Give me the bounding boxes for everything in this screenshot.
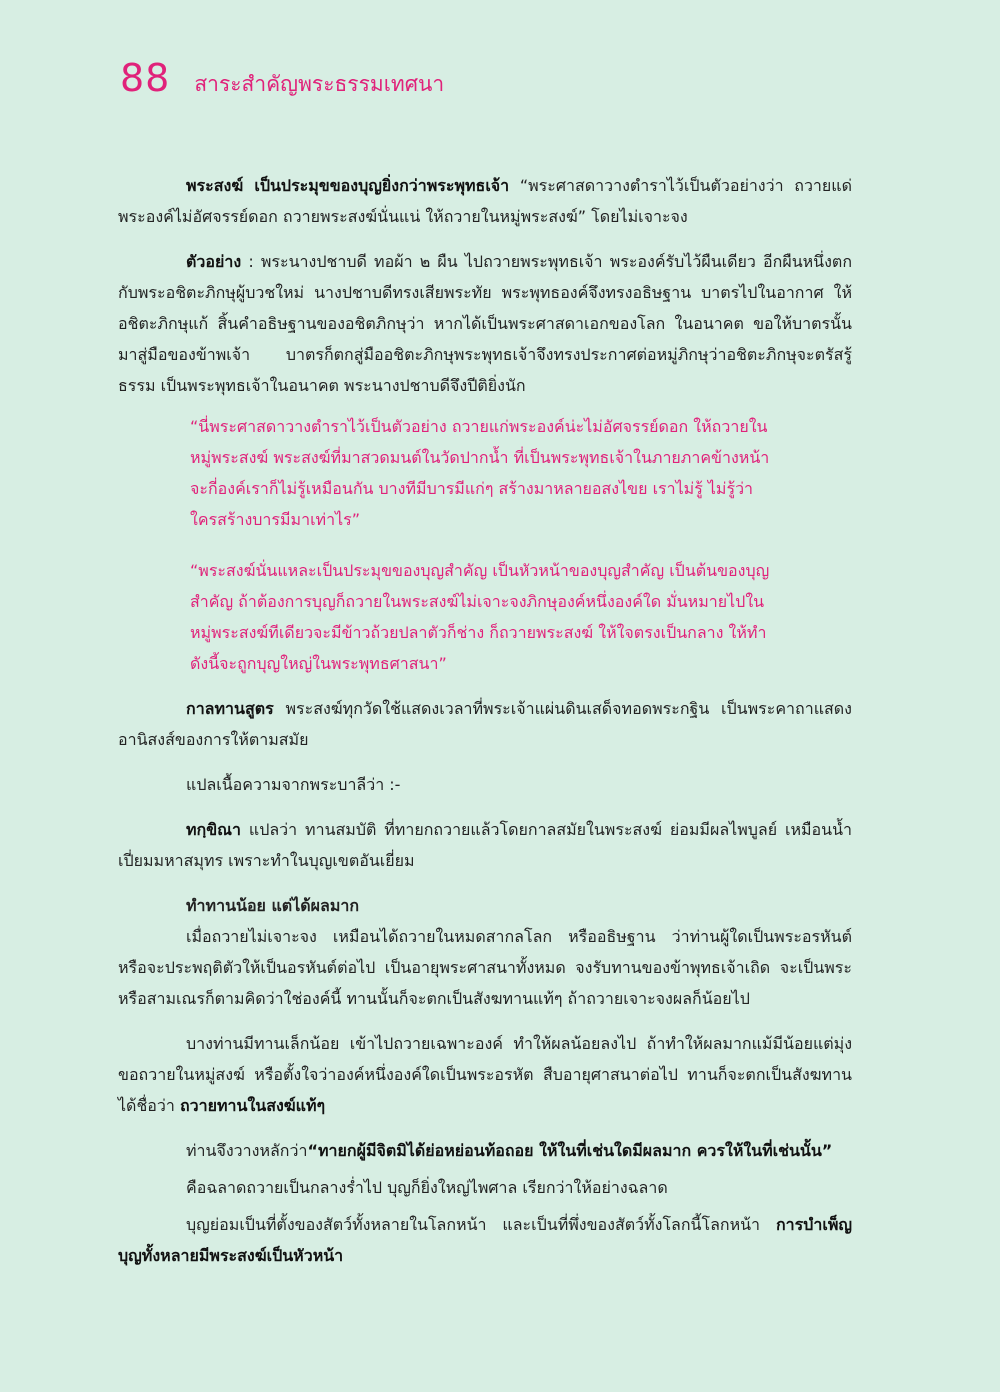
bold-emphasis: การบำเพ็ญบุญทั้งหลายมีพระสงฆ์เป็นหัวหน้า [118,1215,852,1265]
bold-lead: กาลทานสูตร [186,699,274,718]
paragraph-small-gifts [118,1028,852,1121]
bold-lead: พระสงฆ์ เป็นประมุขของบุญยิ่งกว่าพระพุทธเจ้า [186,176,510,195]
paragraph-translation-intro: แปลเนื้อความจากพระบาลีว่า :- [186,775,401,794]
quote-block-1 [190,411,780,535]
paragraph-text: : พระนางปชาบดี ทอผ้า ๒ ผืน ไปถวายพระพุทธเจ้า พระองค์รับไว้ผืนเดียว อีกผืนหนึ่งตกกับพระอชิตะภิกษุผู้บวชใหม่ นางปชาบดีทรงเสียพระทัย พระพุทธองค์จึงทรงอธิษฐาน บาตรไปในอากาศ ให้อชิตะภิกษุแก้ สิ้นคำอธิษฐานของอชิตภิกษุว่า หากได้เป็นพระศาสดาเอกของโลก ในอนาคต ขอให้บาตรนั้นมาสู่มือของข้าพเจ้า บาตรก็ตกสู่มืออชิตะภิกษุพระพุทธเจ้าจึงทรงประกาศต่อหมู่ภิกษุว่าอชิตะภิกษุจะตรัสรู้ธรรม เป็นพระพุทธเจ้าในอนาคต พระนางปชาบดีจึงปีติยิ่งนัก [118,252,852,395]
paragraph-text: บุญย่อมเป็นที่ตั้งของสัตว์ทั้งหลายในโลกหน้า และเป็นที่พึ่งของสัตว์ทั้งโลกนี้โลกหน้า [186,1215,776,1234]
quote-text: “นี่พระศาสดาวางตำราไว้เป็นตัวอย่าง ถวายแก่พระองค์น่ะไม่อัศจรรย์ดอก ให้ถวายในหมู่พระสงฆ์ พระสงฆ์ที่มาสวดมนต์ในวัดปากน้ำ ที่เป็นพระพุทธเจ้าในภายภาคข้างหน้า จะกี่องค์เราก็ไม่รู้เหมือนกัน บางทีมีบารมีแก่ๆ สร้างมาหลายอสงไขย เราไม่รู้ ไม่รู้ว่าใครสร้างบารมีมาเท่าไร” [190,417,770,529]
paragraph-example [118,246,852,401]
section-heading: ทำทานน้อย แต่ได้ผลมาก [186,896,360,915]
paragraph-text: “พระศาสดาวางตำราไว้เป็นตัวอย่างว่า ถวายแด่พระองค์ไม่อัศจรรย์ดอก ถวายพระสงฆ์นั่นแน่ ให้ถวายในหมู่พระสงฆ์” โดยไม่เจาะจง [118,176,852,226]
quote-text: “พระสงฆ์นั่นแหละเป็นประมุขของบุญสำคัญ เป็นหัวหน้าของบุญสำคัญ เป็นต้นของบุญสำคัญ ถ้าต้องการบุญก็ถวายในพระสงฆ์ไม่เจาะจงภิกษุองค์หนึ่งองค์ใด มั่นหมายไปในหมู่พระสงฆ์ทีเดียวจะมีข้าวถ้วยปลาตัวก็ช่าง ก็ถวายพระสงฆ์ ให้ใจตรงเป็นกลาง ให้ทำดังนี้จะถูกบุญใหญ่ในพระพุทธศาสนา” [190,561,770,673]
paragraph-text: พระสงฆ์ทุกวัดใช้แสดงเวลาที่พระเจ้าแผ่นดินเสด็จทอดพระกฐิน เป็นพระคาถาแสดงอานิสงส์ของการให้ตามสมัย [118,699,852,749]
quote-block-2 [190,555,780,679]
bold-lead: ทกฺขิณา [186,820,241,839]
paragraph-text: บางท่านมีทานเล็กน้อย เข้าไปถวายเฉพาะองค์ ทำให้ผลน้อยลงไป ถ้าทำให้ผลมากแม้มีน้อยแต่มุ่งขอถวายในหมู่สงฆ์ หรือตั้งใจว่าองค์หนึ่งองค์ใดเป็นพระอรหัต สืบอายุศาสนาต่อไป ทานก็จะตกเป็นสังฆทาน ได้ชื่อว่า [118,1034,852,1115]
paragraph-merit-foundation [118,1209,852,1271]
paragraph-dakkhina [118,814,852,876]
bold-emphasis: “ทายกผู้มีจิตมิได้ย่อหย่อนท้อถอย ให้ในที่เช่นใดมีผลมาก ควรให้ในที่เช่นนั้น” [307,1141,833,1160]
paragraph-sangha-chief [118,170,852,232]
paragraph-wise-giving: คือฉลาดถวายเป็นกลางร่ำไป บุญก็ยิ่งใหญ่ไพศาล เรียกว่าให้อย่างฉลาด [186,1178,668,1197]
paragraph-principle [118,1135,852,1166]
page-header [120,56,444,101]
paragraph-kalatana-sutta [118,693,852,755]
bold-lead: ตัวอย่าง [186,252,242,271]
paragraph-text: ท่านจึงวางหลักว่า [186,1141,308,1160]
body-text [118,170,852,1271]
bold-emphasis: ถวายทานในสงฆ์แท้ๆ [179,1096,326,1115]
paragraph-text: แปลว่า ทานสมบัติ ที่ทายกถวายแล้วโดยกาลสมัยในพระสงฆ์ ย่อมมีผลไพบูลย์ เหมือนน้ำเปี่ยมมหาสมุทร เพราะทำในบุญเขตอันเยี่ยม [118,820,852,870]
running-title: สาระสำคัญพระธรรมเทศนา [194,72,445,96]
page-number: 88 [120,56,171,100]
paragraph-non-specific-giving: เมื่อถวายไม่เจาะจง เหมือนได้ถวายในหมดสากลโลก หรืออธิษฐาน ว่าท่านผู้ใดเป็นพระอรหันต์ หรือจะประพฤติตัวให้เป็นอรหันต์ต่อไป เป็นอายุพระศาสนาทั้งหมด จงรับทานของข้าพุทธเจ้าเถิด จะเป็นพระหรือสามเณรก็ตามคิดว่าใช่องค์นี้ ทานนั้นก็จะตกเป็นสังฆทานแท้ๆ ถ้าถวายเจาะจงผลก็น้อยไป [118,927,852,1008]
